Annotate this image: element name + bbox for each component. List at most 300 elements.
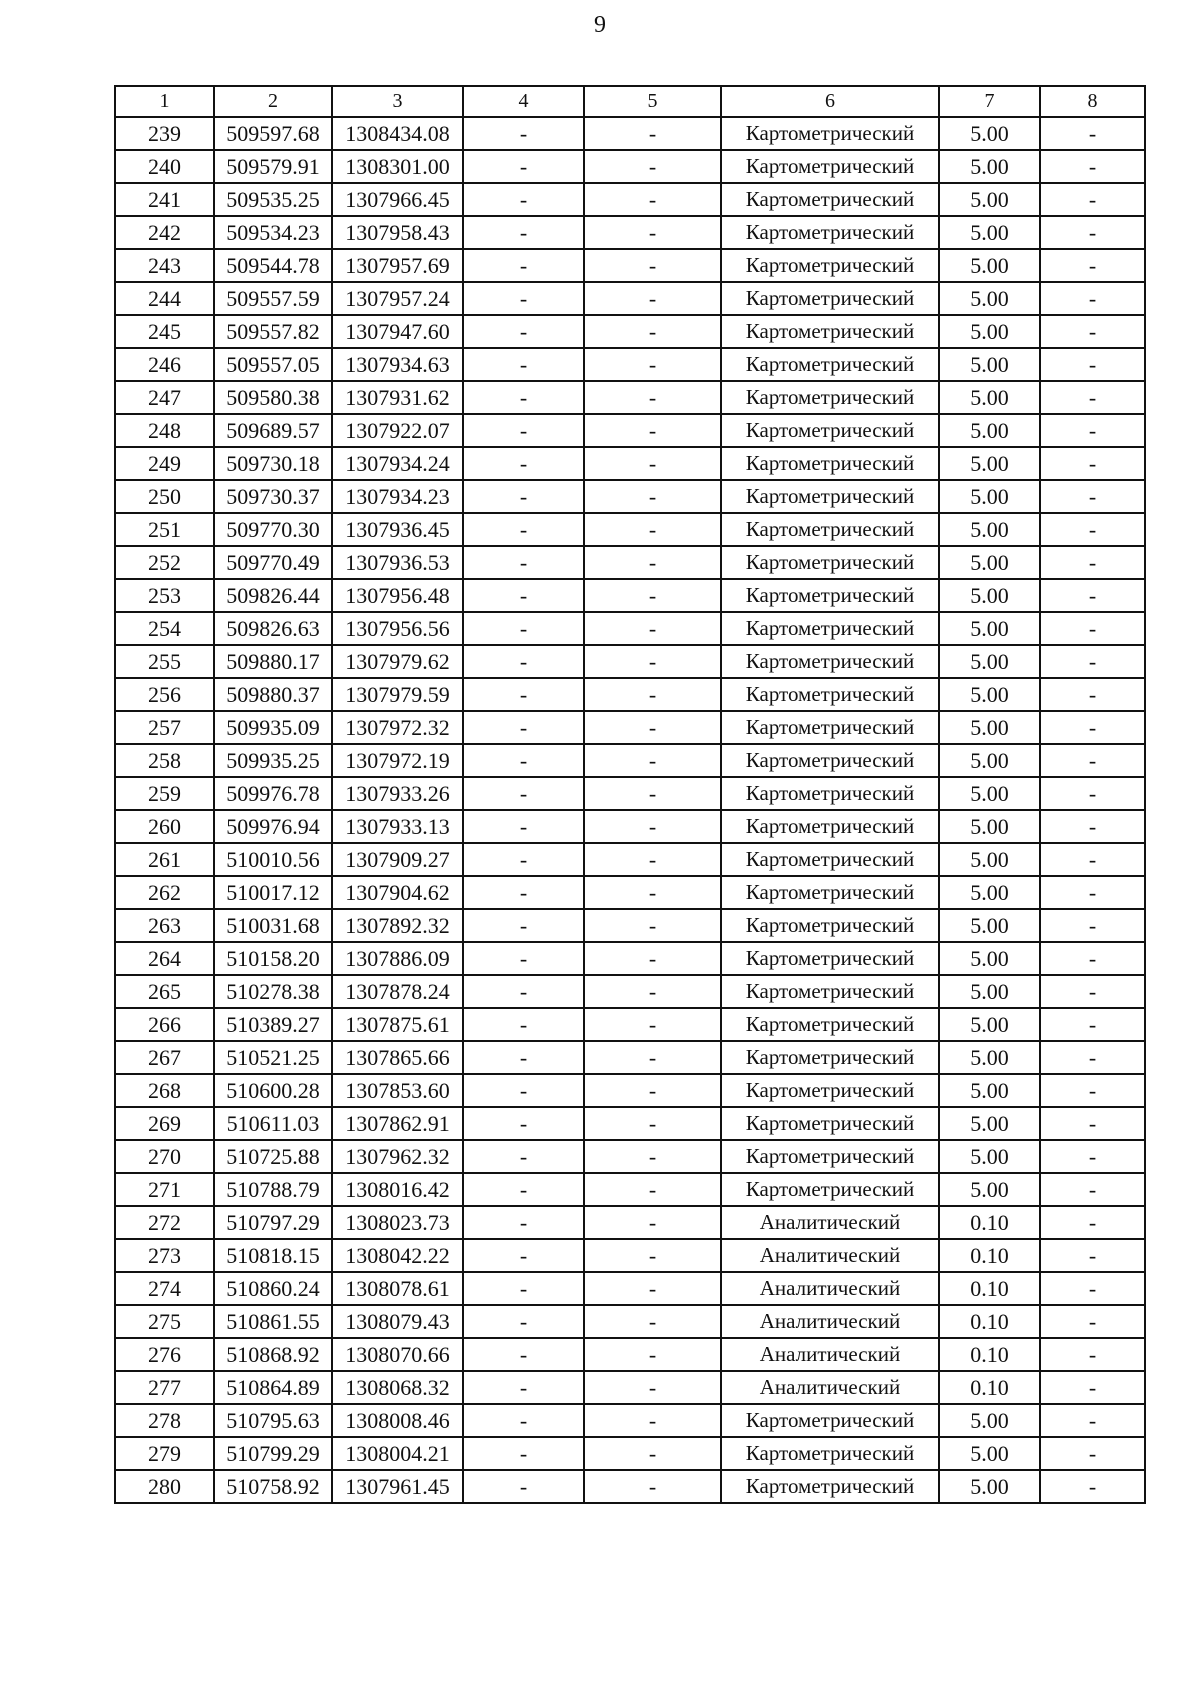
table-body bbox=[115, 117, 1145, 1503]
method-cell: Картометрический bbox=[721, 447, 939, 480]
point-number-cell: 270 bbox=[115, 1140, 214, 1173]
column-5-cell: - bbox=[584, 942, 721, 975]
method-cell: Картометрический bbox=[721, 777, 939, 810]
column-8-cell: - bbox=[1040, 183, 1145, 216]
column-8-cell: - bbox=[1040, 579, 1145, 612]
accuracy-cell: 0.10 bbox=[939, 1272, 1040, 1305]
table-row bbox=[115, 150, 1145, 183]
column-5-cell: - bbox=[584, 414, 721, 447]
table-header-row bbox=[115, 86, 1145, 117]
table-row bbox=[115, 1338, 1145, 1371]
accuracy-cell: 5.00 bbox=[939, 975, 1040, 1008]
point-number-cell: 268 bbox=[115, 1074, 214, 1107]
table-row bbox=[115, 810, 1145, 843]
y-coordinate-cell: 1308042.22 bbox=[332, 1239, 463, 1272]
accuracy-cell: 5.00 bbox=[939, 579, 1040, 612]
column-4-cell: - bbox=[463, 480, 584, 513]
column-8-cell: - bbox=[1040, 645, 1145, 678]
x-coordinate-cell: 509534.23 bbox=[214, 216, 332, 249]
column-8-cell: - bbox=[1040, 216, 1145, 249]
x-coordinate-cell: 510725.88 bbox=[214, 1140, 332, 1173]
column-5-cell: - bbox=[584, 843, 721, 876]
x-coordinate-cell: 510278.38 bbox=[214, 975, 332, 1008]
method-cell: Картометрический bbox=[721, 1140, 939, 1173]
table-row bbox=[115, 579, 1145, 612]
y-coordinate-cell: 1307972.19 bbox=[332, 744, 463, 777]
x-coordinate-cell: 509730.37 bbox=[214, 480, 332, 513]
accuracy-cell: 5.00 bbox=[939, 1173, 1040, 1206]
method-cell: Картометрический bbox=[721, 348, 939, 381]
method-cell: Картометрический bbox=[721, 480, 939, 513]
accuracy-cell: 5.00 bbox=[939, 909, 1040, 942]
method-cell: Картометрический bbox=[721, 414, 939, 447]
table-row bbox=[115, 546, 1145, 579]
accuracy-cell: 5.00 bbox=[939, 150, 1040, 183]
point-number-cell: 264 bbox=[115, 942, 214, 975]
accuracy-cell: 5.00 bbox=[939, 546, 1040, 579]
method-cell: Картометрический bbox=[721, 117, 939, 150]
y-coordinate-cell: 1307886.09 bbox=[332, 942, 463, 975]
point-number-cell: 280 bbox=[115, 1470, 214, 1503]
method-cell: Аналитический bbox=[721, 1239, 939, 1272]
column-4-cell: - bbox=[463, 975, 584, 1008]
method-cell: Картометрический bbox=[721, 1074, 939, 1107]
accuracy-cell: 5.00 bbox=[939, 711, 1040, 744]
column-5-cell: - bbox=[584, 513, 721, 546]
method-cell: Картометрический bbox=[721, 711, 939, 744]
point-number-cell: 241 bbox=[115, 183, 214, 216]
column-5-cell: - bbox=[584, 150, 721, 183]
column-5-cell: - bbox=[584, 1239, 721, 1272]
column-4-cell: - bbox=[463, 315, 584, 348]
x-coordinate-cell: 510795.63 bbox=[214, 1404, 332, 1437]
column-4-cell: - bbox=[463, 909, 584, 942]
column-4-cell: - bbox=[463, 1140, 584, 1173]
y-coordinate-cell: 1308078.61 bbox=[332, 1272, 463, 1305]
accuracy-cell: 5.00 bbox=[939, 315, 1040, 348]
column-header: 2 bbox=[214, 86, 332, 117]
column-5-cell: - bbox=[584, 579, 721, 612]
column-4-cell: - bbox=[463, 447, 584, 480]
column-8-cell: - bbox=[1040, 117, 1145, 150]
method-cell: Картометрический bbox=[721, 876, 939, 909]
column-5-cell: - bbox=[584, 1437, 721, 1470]
point-number-cell: 247 bbox=[115, 381, 214, 414]
column-5-cell: - bbox=[584, 183, 721, 216]
x-coordinate-cell: 510799.29 bbox=[214, 1437, 332, 1470]
point-number-cell: 257 bbox=[115, 711, 214, 744]
column-4-cell: - bbox=[463, 678, 584, 711]
method-cell: Картометрический bbox=[721, 546, 939, 579]
column-4-cell: - bbox=[463, 1041, 584, 1074]
y-coordinate-cell: 1307934.63 bbox=[332, 348, 463, 381]
column-4-cell: - bbox=[463, 711, 584, 744]
x-coordinate-cell: 509976.78 bbox=[214, 777, 332, 810]
column-4-cell: - bbox=[463, 1437, 584, 1470]
point-number-cell: 277 bbox=[115, 1371, 214, 1404]
method-cell: Картометрический bbox=[721, 249, 939, 282]
column-header: 5 bbox=[584, 86, 721, 117]
column-8-cell: - bbox=[1040, 1305, 1145, 1338]
column-8-cell: - bbox=[1040, 843, 1145, 876]
point-number-cell: 275 bbox=[115, 1305, 214, 1338]
y-coordinate-cell: 1307934.24 bbox=[332, 447, 463, 480]
point-number-cell: 256 bbox=[115, 678, 214, 711]
accuracy-cell: 5.00 bbox=[939, 513, 1040, 546]
column-8-cell: - bbox=[1040, 414, 1145, 447]
column-8-cell: - bbox=[1040, 1074, 1145, 1107]
table-row bbox=[115, 447, 1145, 480]
y-coordinate-cell: 1307947.60 bbox=[332, 315, 463, 348]
column-4-cell: - bbox=[463, 216, 584, 249]
column-header: 4 bbox=[463, 86, 584, 117]
column-8-cell: - bbox=[1040, 1140, 1145, 1173]
table-row bbox=[115, 744, 1145, 777]
accuracy-cell: 5.00 bbox=[939, 1074, 1040, 1107]
x-coordinate-cell: 509557.59 bbox=[214, 282, 332, 315]
table-row bbox=[115, 975, 1145, 1008]
method-cell: Картометрический bbox=[721, 909, 939, 942]
y-coordinate-cell: 1307892.32 bbox=[332, 909, 463, 942]
x-coordinate-cell: 510788.79 bbox=[214, 1173, 332, 1206]
column-8-cell: - bbox=[1040, 1272, 1145, 1305]
column-8-cell: - bbox=[1040, 546, 1145, 579]
y-coordinate-cell: 1307933.13 bbox=[332, 810, 463, 843]
x-coordinate-cell: 509770.49 bbox=[214, 546, 332, 579]
table-row bbox=[115, 1272, 1145, 1305]
method-cell: Аналитический bbox=[721, 1371, 939, 1404]
column-5-cell: - bbox=[584, 777, 721, 810]
accuracy-cell: 5.00 bbox=[939, 117, 1040, 150]
column-4-cell: - bbox=[463, 1404, 584, 1437]
table-row bbox=[115, 216, 1145, 249]
column-5-cell: - bbox=[584, 1074, 721, 1107]
column-8-cell: - bbox=[1040, 975, 1145, 1008]
x-coordinate-cell: 509880.37 bbox=[214, 678, 332, 711]
table-row bbox=[115, 513, 1145, 546]
table-row bbox=[115, 480, 1145, 513]
point-number-cell: 272 bbox=[115, 1206, 214, 1239]
column-5-cell: - bbox=[584, 909, 721, 942]
column-4-cell: - bbox=[463, 612, 584, 645]
table-row bbox=[115, 1008, 1145, 1041]
x-coordinate-cell: 509826.44 bbox=[214, 579, 332, 612]
accuracy-cell: 5.00 bbox=[939, 381, 1040, 414]
column-header: 3 bbox=[332, 86, 463, 117]
column-8-cell: - bbox=[1040, 678, 1145, 711]
column-5-cell: - bbox=[584, 480, 721, 513]
point-number-cell: 245 bbox=[115, 315, 214, 348]
x-coordinate-cell: 509935.25 bbox=[214, 744, 332, 777]
accuracy-cell: 5.00 bbox=[939, 678, 1040, 711]
y-coordinate-cell: 1307922.07 bbox=[332, 414, 463, 447]
column-5-cell: - bbox=[584, 1008, 721, 1041]
x-coordinate-cell: 510818.15 bbox=[214, 1239, 332, 1272]
x-coordinate-cell: 509770.30 bbox=[214, 513, 332, 546]
column-5-cell: - bbox=[584, 216, 721, 249]
y-coordinate-cell: 1307956.56 bbox=[332, 612, 463, 645]
method-cell: Картометрический bbox=[721, 1173, 939, 1206]
method-cell: Картометрический bbox=[721, 744, 939, 777]
y-coordinate-cell: 1308008.46 bbox=[332, 1404, 463, 1437]
column-4-cell: - bbox=[463, 282, 584, 315]
accuracy-cell: 5.00 bbox=[939, 1404, 1040, 1437]
x-coordinate-cell: 509535.25 bbox=[214, 183, 332, 216]
column-4-cell: - bbox=[463, 876, 584, 909]
accuracy-cell: 5.00 bbox=[939, 1140, 1040, 1173]
column-5-cell: - bbox=[584, 1107, 721, 1140]
column-5-cell: - bbox=[584, 1140, 721, 1173]
accuracy-cell: 5.00 bbox=[939, 1107, 1040, 1140]
point-number-cell: 261 bbox=[115, 843, 214, 876]
point-number-cell: 259 bbox=[115, 777, 214, 810]
point-number-cell: 278 bbox=[115, 1404, 214, 1437]
column-4-cell: - bbox=[463, 183, 584, 216]
x-coordinate-cell: 510158.20 bbox=[214, 942, 332, 975]
method-cell: Картометрический bbox=[721, 579, 939, 612]
column-5-cell: - bbox=[584, 1272, 721, 1305]
point-number-cell: 244 bbox=[115, 282, 214, 315]
method-cell: Картометрический bbox=[721, 810, 939, 843]
x-coordinate-cell: 509880.17 bbox=[214, 645, 332, 678]
method-cell: Аналитический bbox=[721, 1272, 939, 1305]
table-row bbox=[115, 414, 1145, 447]
column-4-cell: - bbox=[463, 1470, 584, 1503]
x-coordinate-cell: 510521.25 bbox=[214, 1041, 332, 1074]
y-coordinate-cell: 1307957.24 bbox=[332, 282, 463, 315]
y-coordinate-cell: 1307956.48 bbox=[332, 579, 463, 612]
accuracy-cell: 5.00 bbox=[939, 447, 1040, 480]
table-row bbox=[115, 117, 1145, 150]
column-8-cell: - bbox=[1040, 612, 1145, 645]
point-number-cell: 265 bbox=[115, 975, 214, 1008]
column-4-cell: - bbox=[463, 645, 584, 678]
accuracy-cell: 5.00 bbox=[939, 414, 1040, 447]
table-row bbox=[115, 381, 1145, 414]
y-coordinate-cell: 1307972.32 bbox=[332, 711, 463, 744]
column-5-cell: - bbox=[584, 1470, 721, 1503]
column-4-cell: - bbox=[463, 1206, 584, 1239]
y-coordinate-cell: 1307962.32 bbox=[332, 1140, 463, 1173]
accuracy-cell: 5.00 bbox=[939, 777, 1040, 810]
x-coordinate-cell: 510389.27 bbox=[214, 1008, 332, 1041]
column-4-cell: - bbox=[463, 513, 584, 546]
coordinates-table bbox=[114, 85, 1146, 1504]
accuracy-cell: 5.00 bbox=[939, 1437, 1040, 1470]
accuracy-cell: 5.00 bbox=[939, 1041, 1040, 1074]
column-5-cell: - bbox=[584, 1173, 721, 1206]
method-cell: Картометрический bbox=[721, 1041, 939, 1074]
column-header: 8 bbox=[1040, 86, 1145, 117]
column-8-cell: - bbox=[1040, 1239, 1145, 1272]
x-coordinate-cell: 509557.82 bbox=[214, 315, 332, 348]
x-coordinate-cell: 509597.68 bbox=[214, 117, 332, 150]
method-cell: Аналитический bbox=[721, 1338, 939, 1371]
point-number-cell: 273 bbox=[115, 1239, 214, 1272]
y-coordinate-cell: 1307957.69 bbox=[332, 249, 463, 282]
accuracy-cell: 5.00 bbox=[939, 1008, 1040, 1041]
method-cell: Картометрический bbox=[721, 513, 939, 546]
column-5-cell: - bbox=[584, 612, 721, 645]
method-cell: Аналитический bbox=[721, 1206, 939, 1239]
accuracy-cell: 5.00 bbox=[939, 348, 1040, 381]
column-4-cell: - bbox=[463, 843, 584, 876]
y-coordinate-cell: 1307933.26 bbox=[332, 777, 463, 810]
y-coordinate-cell: 1307934.23 bbox=[332, 480, 463, 513]
column-4-cell: - bbox=[463, 1239, 584, 1272]
column-8-cell: - bbox=[1040, 876, 1145, 909]
column-8-cell: - bbox=[1040, 1206, 1145, 1239]
x-coordinate-cell: 509730.18 bbox=[214, 447, 332, 480]
table-row bbox=[115, 843, 1145, 876]
point-number-cell: 271 bbox=[115, 1173, 214, 1206]
y-coordinate-cell: 1307979.59 bbox=[332, 678, 463, 711]
x-coordinate-cell: 510797.29 bbox=[214, 1206, 332, 1239]
column-8-cell: - bbox=[1040, 447, 1145, 480]
point-number-cell: 276 bbox=[115, 1338, 214, 1371]
table-row bbox=[115, 942, 1145, 975]
column-5-cell: - bbox=[584, 645, 721, 678]
x-coordinate-cell: 509557.05 bbox=[214, 348, 332, 381]
column-4-cell: - bbox=[463, 1305, 584, 1338]
method-cell: Картометрический bbox=[721, 612, 939, 645]
y-coordinate-cell: 1308070.66 bbox=[332, 1338, 463, 1371]
column-8-cell: - bbox=[1040, 909, 1145, 942]
point-number-cell: 248 bbox=[115, 414, 214, 447]
table-row bbox=[115, 1437, 1145, 1470]
table-row bbox=[115, 1239, 1145, 1272]
column-5-cell: - bbox=[584, 1404, 721, 1437]
point-number-cell: 267 bbox=[115, 1041, 214, 1074]
y-coordinate-cell: 1307931.62 bbox=[332, 381, 463, 414]
column-4-cell: - bbox=[463, 579, 584, 612]
column-8-cell: - bbox=[1040, 942, 1145, 975]
y-coordinate-cell: 1308016.42 bbox=[332, 1173, 463, 1206]
table-row bbox=[115, 777, 1145, 810]
column-8-cell: - bbox=[1040, 1107, 1145, 1140]
column-5-cell: - bbox=[584, 744, 721, 777]
column-8-cell: - bbox=[1040, 315, 1145, 348]
point-number-cell: 279 bbox=[115, 1437, 214, 1470]
y-coordinate-cell: 1307961.45 bbox=[332, 1470, 463, 1503]
accuracy-cell: 5.00 bbox=[939, 183, 1040, 216]
method-cell: Картометрический bbox=[721, 282, 939, 315]
method-cell: Картометрический bbox=[721, 315, 939, 348]
table-row bbox=[115, 1371, 1145, 1404]
point-number-cell: 254 bbox=[115, 612, 214, 645]
column-5-cell: - bbox=[584, 975, 721, 1008]
y-coordinate-cell: 1308023.73 bbox=[332, 1206, 463, 1239]
y-coordinate-cell: 1307979.62 bbox=[332, 645, 463, 678]
column-4-cell: - bbox=[463, 1107, 584, 1140]
column-5-cell: - bbox=[584, 249, 721, 282]
y-coordinate-cell: 1307966.45 bbox=[332, 183, 463, 216]
x-coordinate-cell: 509826.63 bbox=[214, 612, 332, 645]
y-coordinate-cell: 1308301.00 bbox=[332, 150, 463, 183]
column-4-cell: - bbox=[463, 1272, 584, 1305]
accuracy-cell: 5.00 bbox=[939, 843, 1040, 876]
column-5-cell: - bbox=[584, 1206, 721, 1239]
y-coordinate-cell: 1307875.61 bbox=[332, 1008, 463, 1041]
point-number-cell: 258 bbox=[115, 744, 214, 777]
column-8-cell: - bbox=[1040, 1173, 1145, 1206]
accuracy-cell: 0.10 bbox=[939, 1206, 1040, 1239]
accuracy-cell: 5.00 bbox=[939, 480, 1040, 513]
method-cell: Картометрический bbox=[721, 1008, 939, 1041]
method-cell: Картометрический bbox=[721, 843, 939, 876]
column-4-cell: - bbox=[463, 117, 584, 150]
y-coordinate-cell: 1307862.91 bbox=[332, 1107, 463, 1140]
point-number-cell: 274 bbox=[115, 1272, 214, 1305]
accuracy-cell: 5.00 bbox=[939, 216, 1040, 249]
y-coordinate-cell: 1307878.24 bbox=[332, 975, 463, 1008]
column-4-cell: - bbox=[463, 1008, 584, 1041]
point-number-cell: 250 bbox=[115, 480, 214, 513]
accuracy-cell: 5.00 bbox=[939, 249, 1040, 282]
column-4-cell: - bbox=[463, 249, 584, 282]
column-8-cell: - bbox=[1040, 249, 1145, 282]
column-header: 7 bbox=[939, 86, 1040, 117]
point-number-cell: 255 bbox=[115, 645, 214, 678]
column-4-cell: - bbox=[463, 381, 584, 414]
column-8-cell: - bbox=[1040, 513, 1145, 546]
method-cell: Картометрический bbox=[721, 942, 939, 975]
column-header: 1 bbox=[115, 86, 214, 117]
column-5-cell: - bbox=[584, 1371, 721, 1404]
y-coordinate-cell: 1307909.27 bbox=[332, 843, 463, 876]
column-4-cell: - bbox=[463, 1074, 584, 1107]
accuracy-cell: 5.00 bbox=[939, 1470, 1040, 1503]
column-8-cell: - bbox=[1040, 777, 1145, 810]
point-number-cell: 246 bbox=[115, 348, 214, 381]
point-number-cell: 262 bbox=[115, 876, 214, 909]
table-row bbox=[115, 645, 1145, 678]
x-coordinate-cell: 509579.91 bbox=[214, 150, 332, 183]
y-coordinate-cell: 1307936.45 bbox=[332, 513, 463, 546]
column-8-cell: - bbox=[1040, 744, 1145, 777]
accuracy-cell: 5.00 bbox=[939, 876, 1040, 909]
table-row bbox=[115, 348, 1145, 381]
x-coordinate-cell: 509935.09 bbox=[214, 711, 332, 744]
point-number-cell: 253 bbox=[115, 579, 214, 612]
table-row bbox=[115, 612, 1145, 645]
point-number-cell: 252 bbox=[115, 546, 214, 579]
method-cell: Картометрический bbox=[721, 975, 939, 1008]
point-number-cell: 260 bbox=[115, 810, 214, 843]
column-8-cell: - bbox=[1040, 150, 1145, 183]
table-row bbox=[115, 678, 1145, 711]
column-4-cell: - bbox=[463, 1173, 584, 1206]
method-cell: Картометрический bbox=[721, 216, 939, 249]
table-row bbox=[115, 249, 1145, 282]
table-row bbox=[115, 1140, 1145, 1173]
accuracy-cell: 5.00 bbox=[939, 744, 1040, 777]
point-number-cell: 243 bbox=[115, 249, 214, 282]
table-row bbox=[115, 876, 1145, 909]
method-cell: Картометрический bbox=[721, 1107, 939, 1140]
y-coordinate-cell: 1307936.53 bbox=[332, 546, 463, 579]
accuracy-cell: 0.10 bbox=[939, 1371, 1040, 1404]
column-5-cell: - bbox=[584, 447, 721, 480]
column-8-cell: - bbox=[1040, 1437, 1145, 1470]
table-row bbox=[115, 1470, 1145, 1503]
y-coordinate-cell: 1307904.62 bbox=[332, 876, 463, 909]
page-number: 9 bbox=[594, 12, 606, 38]
column-4-cell: - bbox=[463, 942, 584, 975]
column-4-cell: - bbox=[463, 1371, 584, 1404]
x-coordinate-cell: 510861.55 bbox=[214, 1305, 332, 1338]
column-5-cell: - bbox=[584, 1338, 721, 1371]
